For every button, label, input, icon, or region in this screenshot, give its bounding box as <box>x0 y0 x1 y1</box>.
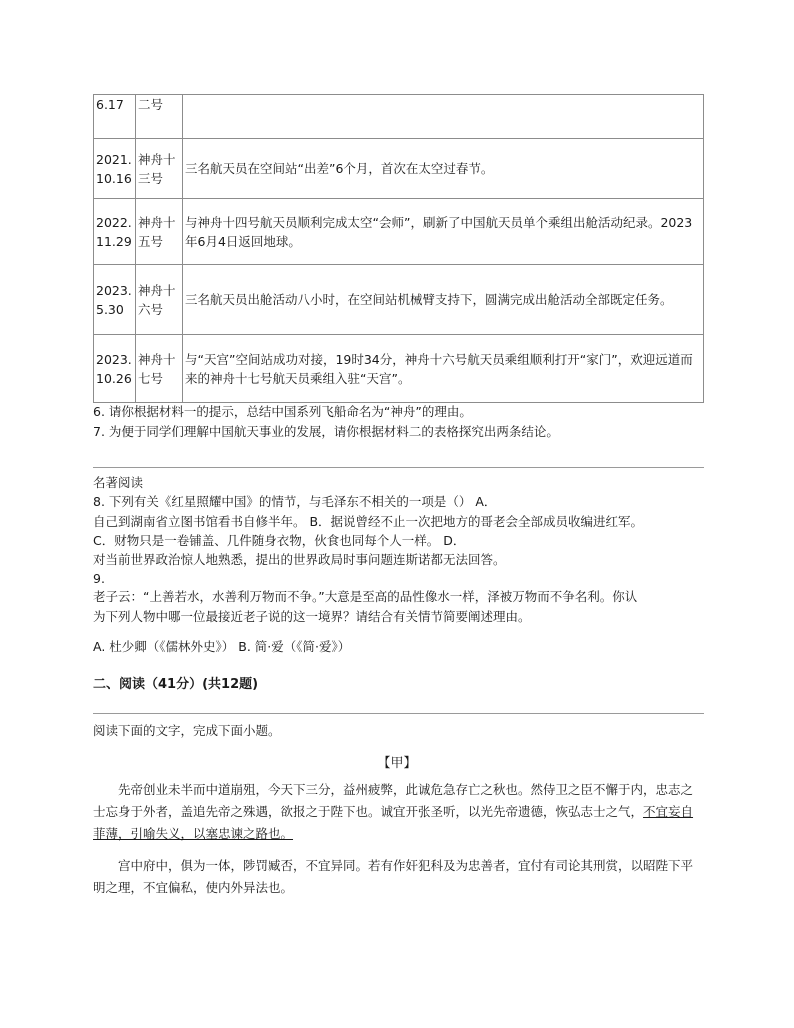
mission-cell: 神舟十七号 <box>136 335 183 403</box>
passage-paragraph-2: 宫中府中，俱为一体，陟罚臧否，不宜异同。若有作奸犯科及为忠善者，宜付有司论其刑赏，以昭陛下平明之理，不宜偏私，使内外异法也。 <box>93 858 694 895</box>
table-row <box>94 139 704 199</box>
date-cell: 2022.11.29 <box>94 199 136 265</box>
classics-heading: 名著阅读 <box>93 475 144 490</box>
question-9-number: 9. <box>93 571 105 586</box>
date-cell: 6.17 <box>94 95 136 139</box>
description-cell: 与“天宫”空间站成功对接，19时34分，神舟十六号航天员乘组顺利打开“家门”，欢迎远道而来的神舟十七号航天员乘组入驻“天宫”。 <box>183 335 704 403</box>
question-9-stem-line2: 为下列人物中哪一位最接近老子说的这一境界？请结合有关情节简要阐述理由。 <box>93 609 531 624</box>
question-9-stem-line1: 老子云：“上善若水，水善利万物而不争。”大意是至高的品性像水一样，泽被万物而不争名利。你认 <box>93 589 638 604</box>
mission-cell: 神舟十六号 <box>136 265 183 335</box>
reading-instruction: 阅读下面的文字，完成下面小题。 <box>93 723 281 738</box>
table-row <box>94 95 704 139</box>
description-cell: 三名航天员出舱活动八小时，在空间站机械臂支持下，圆满完成出舱活动全部既定任务。 <box>183 265 704 335</box>
section-divider <box>93 467 704 468</box>
question-8-option-c: C．财物只是一卷铺盖、几件随身衣物，伙食也同每个人一样。 D． <box>93 533 466 548</box>
table-row <box>94 265 704 335</box>
passage-paragraph-1 <box>93 779 705 845</box>
description-cell: 三名航天员在空间站“出差”6个月，首次在太空过春节。 <box>183 139 704 199</box>
section-divider <box>93 713 704 714</box>
mission-cell: 神舟十五号 <box>136 199 183 265</box>
paragraph-1-text: 先帝创业未半而中道崩殂，今天下三分，益州疲弊，此诚危急存亡之秋也。然侍卫之臣不懈于内，忠志之士忘身于外者，盖追先帝之殊遇，欲报之于陛下也。诚宜开张圣听，以光先帝遗德，恢弘志士之气， <box>93 782 694 819</box>
spaceflight-table <box>93 94 704 403</box>
paragraph-1-underlined-sentence: 不宜妄自菲薄，引喻失义，以塞忠谏之路也。 <box>93 804 694 841</box>
date-cell: 2023.5.30 <box>94 265 136 335</box>
question-8-option-a-b: 自己到湖南省立图书馆看书自修半年。 B．据说曾经不止一次把地方的哥老会全部成员收编进红军。 <box>93 514 644 529</box>
section-2-title: 二、阅读（41分）(共12题) <box>93 677 259 692</box>
mission-cell: 神舟十三号 <box>136 139 183 199</box>
question-9-options: A. 杜少卿（《儒林外史》） B. 简·爱（《简·爱》） <box>93 639 351 654</box>
date-cell: 2021.10.16 <box>94 139 136 199</box>
mission-cell: 二号 <box>136 95 183 139</box>
question-8-option-d: 对当前世界政治惊人地熟悉，提出的世界政局时事问题连斯诺都无法回答。 <box>93 552 506 567</box>
question-7: 7. 为便于同学们理解中国航天事业的发展，请你根据材料二的表格探究出两条结论。 <box>93 424 559 439</box>
description-cell: 与神舟十四号航天员顺利完成太空“会师”，刷新了中国航天员单个乘组出舱活动纪录。2023年6月4日返回地球。 <box>183 199 704 265</box>
passage-label: 【甲】 <box>377 756 417 771</box>
question-8-stem: 8. 下列有关《红星照耀中国》的情节，与毛泽东不相关的一项是（） A． <box>93 494 497 509</box>
question-6: 6. 请你根据材料一的提示，总结中国系列飞船命名为“神舟”的理由。 <box>93 404 472 419</box>
description-cell <box>183 95 704 139</box>
table-row <box>94 199 704 265</box>
date-cell: 2023.10.26 <box>94 335 136 403</box>
table-row <box>94 335 704 403</box>
